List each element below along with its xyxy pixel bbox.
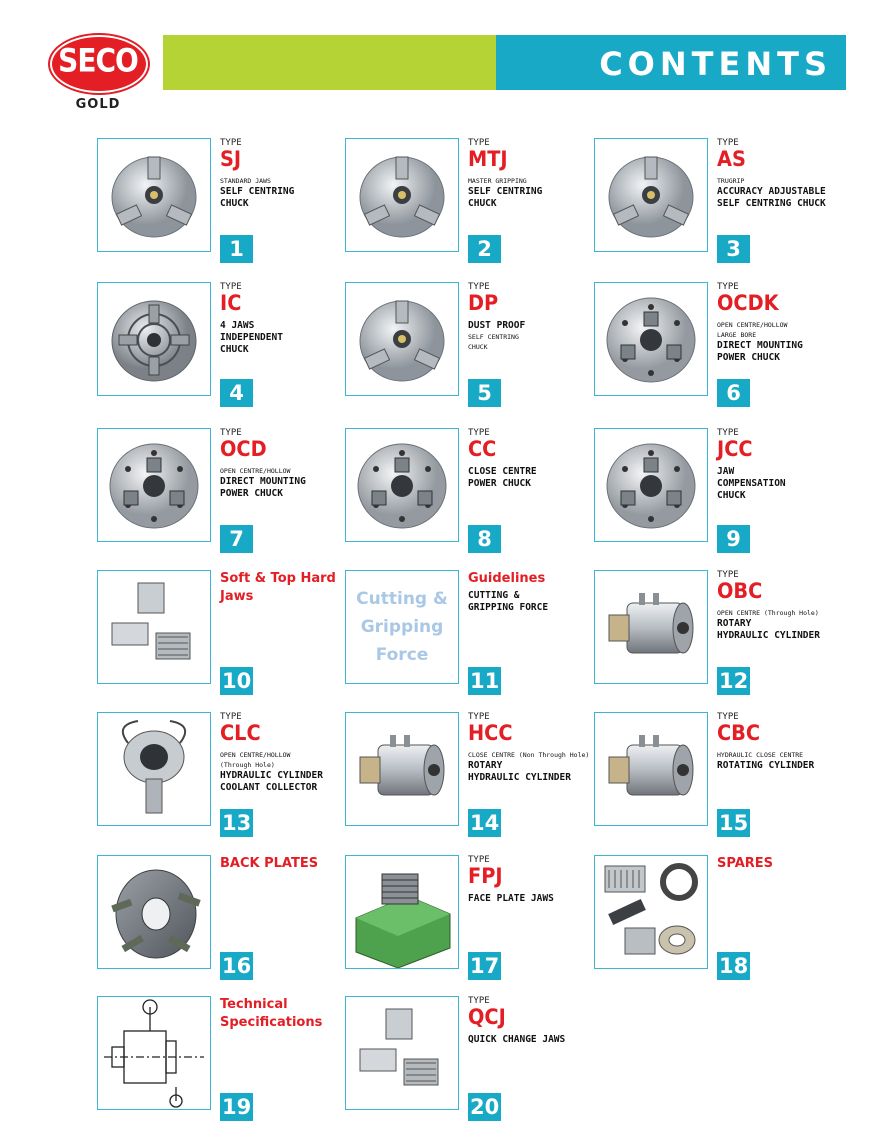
product-code: AS	[717, 147, 746, 171]
product-card-13[interactable]	[97, 712, 341, 837]
logo-text: SECO	[58, 41, 138, 80]
description-line: ROTATING CYLINDER	[717, 760, 815, 771]
product-text	[717, 855, 843, 875]
product-card-9[interactable]	[594, 428, 838, 553]
description-line: CLOSE CENTRE (Non Through Hole)	[468, 751, 590, 759]
product-text	[717, 570, 843, 642]
product-code: OBC	[717, 579, 763, 603]
section-heading: BACK PLATES	[220, 856, 319, 871]
product-code: IC	[220, 291, 242, 315]
product-image	[97, 570, 211, 684]
product-image	[594, 570, 708, 684]
product-code: CLC	[220, 721, 261, 745]
product-card-2[interactable]	[345, 138, 589, 263]
description-line: HYDRAULIC CYLINDER	[220, 770, 323, 781]
page-number-badge: 13	[222, 811, 252, 835]
product-image	[345, 996, 459, 1110]
type-label: TYPE	[220, 282, 242, 292]
page-number-badge: 8	[468, 525, 501, 553]
description-line: HYDRAULIC CYLINDER	[717, 630, 820, 641]
power-chuck-illustration	[98, 429, 210, 541]
product-code: JCC	[717, 437, 753, 461]
power-chuck-illustration	[346, 429, 458, 541]
page-number-badge: 11	[470, 669, 500, 693]
page-number-badge: 10	[222, 669, 252, 693]
page-number-badge: 15	[719, 811, 749, 835]
type-label: TYPE	[717, 712, 739, 722]
four-jaw-chuck-illustration	[98, 283, 210, 395]
section-heading: Soft & Top Hard Jaws	[220, 571, 336, 604]
description-line: DUST PROOF	[468, 320, 526, 331]
description-line: OPEN CENTRE/HOLLOW	[717, 321, 788, 329]
product-card-8[interactable]	[345, 428, 589, 553]
description-line: GRIPPING FORCE	[468, 602, 549, 613]
type-label: TYPE	[220, 712, 242, 722]
description-line: OPEN CENTRE/HOLLOW	[220, 467, 291, 475]
cylinder-illustration	[346, 713, 458, 825]
product-card-16[interactable]	[97, 855, 341, 980]
product-card-19[interactable]	[97, 996, 341, 1121]
description-line: HYDRAULIC CLOSE CENTRE	[717, 751, 804, 759]
product-image	[97, 282, 211, 396]
description-line: SELF CENTRING CHUCK	[717, 198, 826, 209]
product-image	[594, 712, 708, 826]
type-label: TYPE	[220, 138, 242, 148]
description-line: QUICK CHANGE JAWS	[468, 1034, 566, 1045]
product-card-4[interactable]	[97, 282, 341, 407]
description-line: ROTARY	[468, 760, 503, 771]
product-card-18[interactable]	[594, 855, 838, 980]
product-image	[594, 138, 708, 252]
product-text	[468, 855, 594, 905]
description-line: SELF CENTRING	[468, 333, 519, 341]
product-card-3[interactable]	[594, 138, 838, 263]
product-text	[220, 855, 346, 875]
product-image	[97, 996, 211, 1110]
description-line: CHUCK	[468, 343, 488, 351]
product-text	[468, 282, 594, 352]
product-text	[468, 712, 594, 784]
logo-subtitle: GOLD	[75, 97, 121, 112]
description-line: MASTER GRIPPING	[468, 177, 527, 185]
cutting-force-caption-line: Cutting &	[356, 589, 448, 609]
product-image	[97, 712, 211, 826]
description-line: SELF CENTRING	[220, 186, 295, 197]
description-line: FACE PLATE JAWS	[468, 893, 554, 904]
description-line: POWER CHUCK	[220, 488, 283, 499]
description-line: OPEN CENTRE/HOLLOW	[220, 751, 291, 759]
description-line: OPEN CENTRE (Through Hole)	[717, 609, 819, 617]
product-card-1[interactable]	[97, 138, 341, 263]
product-image	[345, 428, 459, 542]
page-number-badge: 2	[468, 235, 501, 263]
type-label: TYPE	[468, 282, 490, 292]
drawing-illustration	[98, 997, 210, 1109]
jaws-illustration	[346, 997, 458, 1109]
product-card-6[interactable]	[594, 282, 838, 407]
product-text	[468, 138, 594, 210]
product-text	[717, 712, 843, 772]
cutting-force-caption-line: Gripping	[360, 617, 444, 637]
description-line: DIRECT MOUNTING	[717, 340, 803, 351]
page-number-badge: 5	[468, 379, 501, 407]
product-code: OCD	[220, 437, 267, 461]
product-card-12[interactable]	[594, 570, 838, 695]
header-title-bar	[496, 35, 846, 90]
product-image	[97, 138, 211, 252]
page-number-badge: 16	[222, 954, 252, 978]
product-text	[220, 138, 346, 210]
type-label: TYPE	[468, 996, 490, 1006]
product-text	[717, 282, 843, 364]
description-line: STANDARD JAWS	[220, 177, 271, 185]
page-number-badge: 4	[220, 379, 253, 407]
type-label: TYPE	[468, 712, 490, 722]
type-label: TYPE	[717, 282, 739, 292]
product-code: CC	[468, 437, 497, 461]
description-line: CHUCK	[717, 490, 746, 501]
product-code: HCC	[468, 721, 513, 745]
product-image	[594, 428, 708, 542]
type-label: TYPE	[717, 138, 739, 148]
description-line: LARGE BORE	[717, 331, 757, 339]
product-card-7[interactable]	[97, 428, 341, 553]
product-image	[97, 855, 211, 969]
product-code: SJ	[220, 147, 242, 171]
product-text	[220, 282, 346, 356]
product-card-14[interactable]	[345, 712, 589, 837]
product-image	[345, 282, 459, 396]
product-card-10[interactable]	[97, 570, 341, 695]
type-label: TYPE	[220, 428, 242, 438]
product-code: MTJ	[468, 147, 508, 171]
header-green-bar	[163, 35, 496, 90]
product-text	[220, 712, 346, 794]
page-number-badge: 20	[470, 1095, 500, 1119]
description-line: HYDRAULIC CYLINDER	[468, 772, 571, 783]
product-card-15[interactable]	[594, 712, 838, 837]
power-chuck-illustration	[595, 283, 707, 395]
cylinder-illustration	[595, 571, 707, 683]
description-line: CHUCK	[220, 344, 249, 355]
description-line: CLOSE CENTRE	[468, 466, 537, 477]
type-label: TYPE	[468, 428, 490, 438]
product-code: FPJ	[468, 864, 503, 888]
page-number-badge: 14	[470, 811, 500, 835]
description-line: COMPENSATION	[717, 478, 786, 489]
product-text	[468, 428, 594, 490]
page-number-badge: 19	[222, 1095, 252, 1119]
section-heading: Technical Specifications	[220, 997, 323, 1030]
product-text	[717, 138, 843, 210]
description-line: JAW	[717, 466, 735, 477]
product-image	[345, 570, 459, 684]
page-number-badge: 18	[719, 954, 749, 978]
description-line: (Through Hole)	[220, 761, 275, 769]
product-image	[345, 138, 459, 252]
product-text	[468, 996, 594, 1046]
product-image	[594, 855, 708, 969]
page-number-badge: 6	[717, 379, 750, 407]
description-line: CHUCK	[220, 198, 249, 209]
type-label: TYPE	[468, 138, 490, 148]
product-image	[345, 712, 459, 826]
product-code: QCJ	[468, 1005, 506, 1029]
description-line: ACCURACY ADJUSTABLE	[717, 186, 826, 197]
seco-logo	[50, 35, 146, 115]
description-line: TRUGRIP	[717, 177, 745, 185]
cutting-force-caption-line: Force	[375, 645, 429, 665]
page-number-badge: 3	[717, 235, 750, 263]
page-number-badge: 7	[220, 525, 253, 553]
product-text	[220, 428, 346, 500]
spares-illustration	[595, 856, 707, 968]
product-card-20[interactable]	[345, 996, 589, 1121]
description-line: ROTARY	[717, 618, 752, 629]
product-image	[594, 282, 708, 396]
product-text	[717, 428, 843, 502]
description-line: CUTTING &	[468, 590, 520, 601]
product-image	[345, 855, 459, 969]
face-plate-jaw-illustration	[346, 856, 458, 968]
product-code: DP	[468, 291, 499, 315]
product-code: CBC	[717, 721, 761, 745]
three-jaw-chuck-illustration	[346, 283, 458, 395]
description-line: 4 JAWS	[220, 320, 255, 331]
type-label: TYPE	[468, 855, 490, 865]
description-line: POWER CHUCK	[717, 352, 780, 363]
product-text	[220, 570, 346, 608]
section-heading: Guidelines	[468, 571, 546, 586]
back-plate-illustration	[98, 856, 210, 968]
page-number-badge: 1	[220, 235, 253, 263]
product-card-11[interactable]	[345, 570, 589, 695]
section-heading: SPARES	[717, 856, 774, 871]
product-text	[220, 996, 346, 1034]
coolant-collector-illustration	[98, 713, 210, 825]
three-jaw-chuck-illustration	[595, 139, 707, 251]
page-number-badge: 12	[719, 669, 749, 693]
product-image	[97, 428, 211, 542]
description-line: SELF CENTRING	[468, 186, 543, 197]
jaws-illustration	[98, 571, 210, 683]
power-chuck-illustration	[595, 429, 707, 541]
product-card-17[interactable]	[345, 855, 589, 980]
page-number-badge: 9	[717, 525, 750, 553]
type-label: TYPE	[717, 570, 739, 580]
type-label: TYPE	[717, 428, 739, 438]
description-line: DIRECT MOUNTING	[220, 476, 306, 487]
description-line: COOLANT COLLECTOR	[220, 782, 318, 793]
description-line: INDEPENDENT	[220, 332, 283, 343]
three-jaw-chuck-illustration	[98, 139, 210, 251]
product-code: OCDK	[717, 291, 779, 315]
page-number-badge: 17	[470, 954, 500, 978]
cylinder-illustration	[595, 713, 707, 825]
page-title: CONTENTS	[599, 45, 832, 83]
description-line: POWER CHUCK	[468, 478, 531, 489]
description-line: CHUCK	[468, 198, 497, 209]
product-card-5[interactable]	[345, 282, 589, 407]
product-text	[468, 570, 594, 614]
three-jaw-chuck-illustration	[346, 139, 458, 251]
